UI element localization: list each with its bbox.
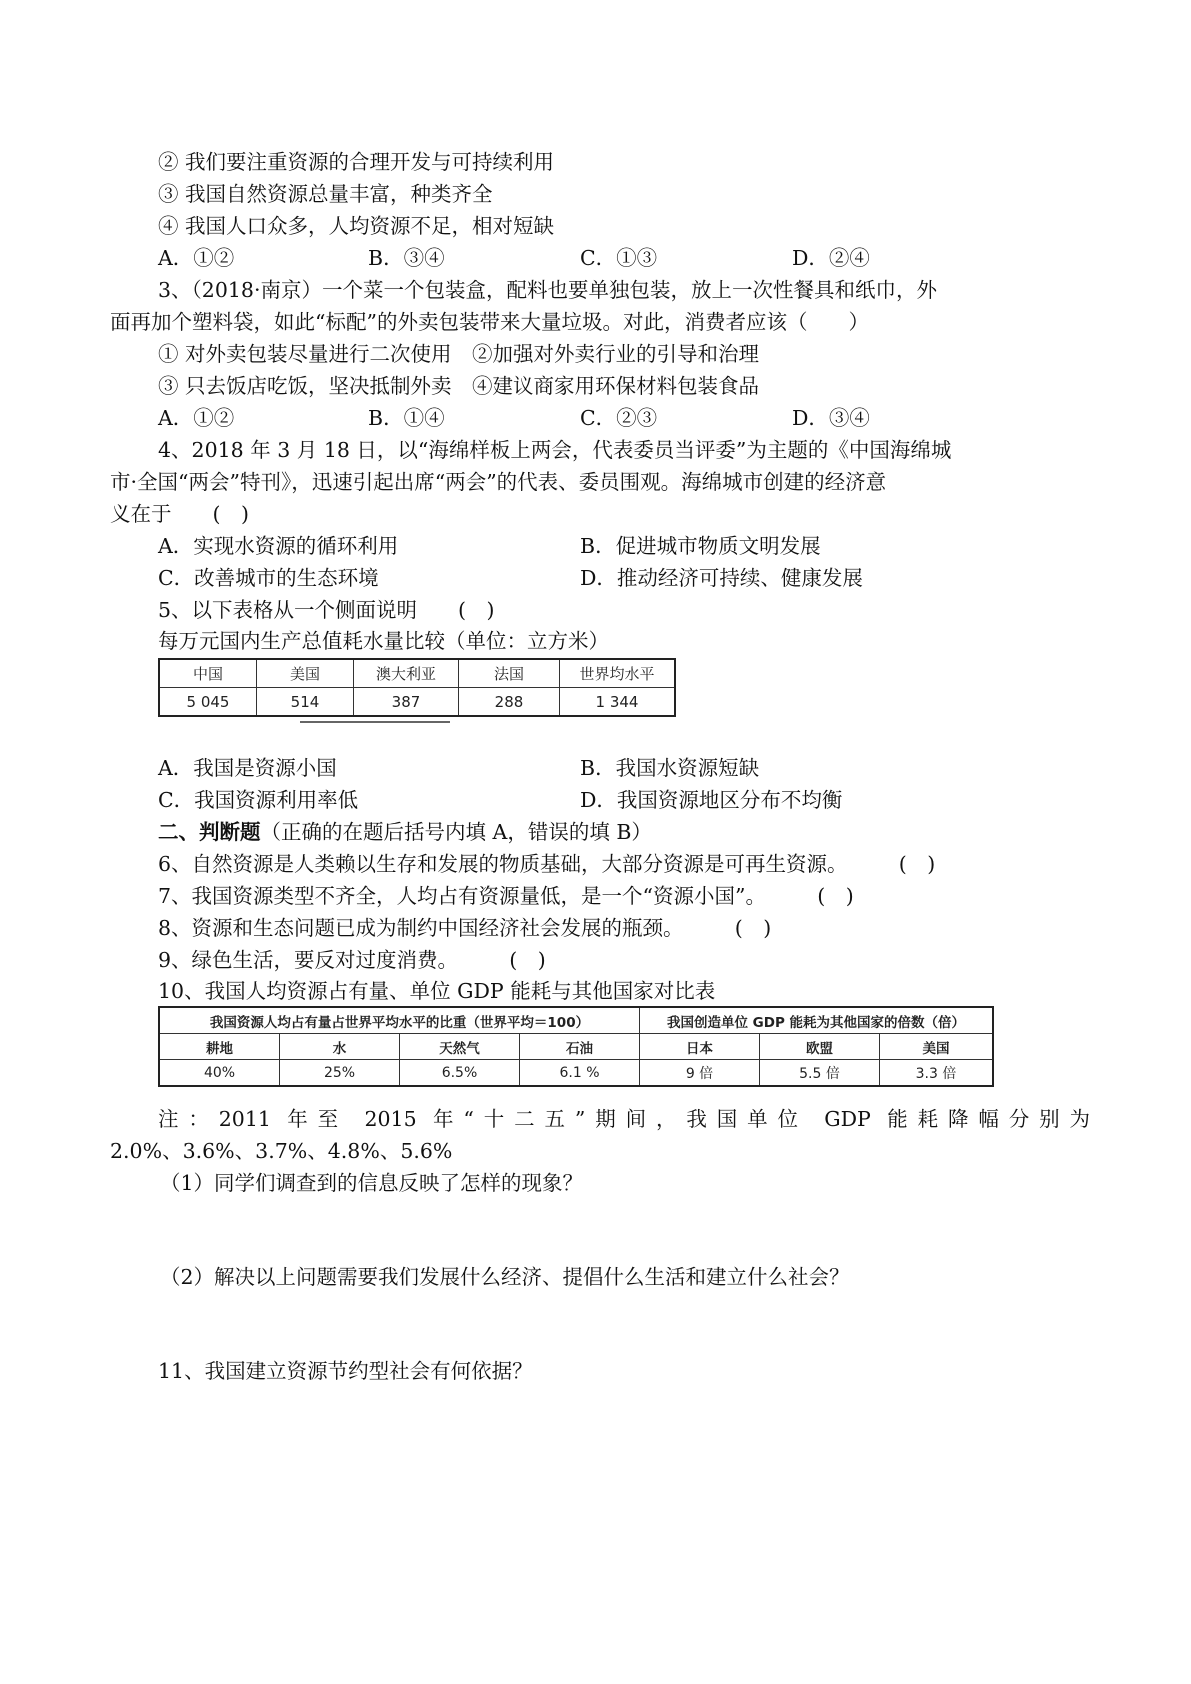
q2-option-d: D．②④ [792, 246, 870, 270]
q3-items-line1: ① 对外卖包装尽量进行二次使用 ②加强对外卖行业的引导和治理 [158, 342, 760, 366]
q2-option-a: A．①② [158, 246, 235, 270]
table-cell: 40% [159, 1060, 280, 1087]
table-cell: 387 [354, 688, 459, 717]
table-cell: 3.3 倍 [880, 1060, 994, 1087]
q5-table-title: 每万元国内生产总值耗水量比较（单位：立方米） [158, 629, 609, 653]
table-header-cell: 水 [280, 1034, 400, 1060]
table-header-cell: 美国 [257, 659, 354, 688]
table-cell: 288 [459, 688, 560, 717]
table-header-cell: 世界均水平 [560, 659, 676, 688]
q4-option-a: A．实现水资源的循环利用 [158, 534, 399, 558]
water-consumption-table [158, 658, 676, 717]
judgment-7: 7、我国资源类型不齐全，人均占有资源量低，是一个“资源小国”。 ( ) [158, 884, 854, 908]
scan-divider [300, 721, 450, 723]
q10-subquestion-2: （2）解决以上问题需要我们发展什么经济、提倡什么生活和建立什么社会？ [160, 1265, 850, 1289]
q5-option-b: B．我国水资源短缺 [580, 756, 760, 780]
table-row [159, 1060, 993, 1087]
table-cell: 9 倍 [640, 1060, 760, 1087]
q4-option-d: D．推动经济可持续、健康发展 [580, 566, 863, 590]
q3-option-d: D．③④ [792, 406, 870, 430]
table-cell: 1 344 [560, 688, 676, 717]
table-group-header: 我国创造单位 GDP 能耗为其他国家的倍数（倍） [640, 1007, 994, 1034]
q4-option-c: C．改善城市的生态环境 [158, 566, 379, 590]
table-header-cell: 美国 [880, 1034, 994, 1060]
statement-3: ③ 我国自然资源总量丰富，种类齐全 [158, 182, 493, 206]
q5-option-c: C．我国资源利用率低 [158, 788, 359, 812]
q4-option-b: B．促进城市物质文明发展 [580, 534, 821, 558]
section-title: 二、判断题 [158, 820, 261, 844]
section-instruction: （正确的在题后括号内填 A，错误的填 B） [260, 820, 652, 844]
q5-option-a: A．我国是资源小国 [158, 756, 337, 780]
table-header-cell: 中国 [159, 659, 257, 688]
resource-comparison-table [158, 1006, 994, 1087]
q4-stem-line3: 义在于 ( ) [110, 502, 249, 526]
table-cell: 6.1 % [520, 1060, 640, 1087]
q5-stem: 5、以下表格从一个侧面说明 ( ) [158, 598, 495, 622]
q10-subquestion-1: （1）同学们调查到的信息反映了怎样的现象？ [160, 1171, 584, 1195]
table-cell: 25% [280, 1060, 400, 1087]
q4-stem-line2: 市·全国“两会”特刊》，迅速引起出席“两会”的代表、委员围观。海绵城市创建的经济意 [110, 470, 887, 494]
judgment-9: 9、绿色生活，要反对过度消费。 ( ) [158, 948, 546, 972]
table-header-row [159, 1034, 993, 1060]
q10-note-line1: 注：2011 年至 2015 年“十二五”期间，我国单位 GDP 能耗降幅分别为 [158, 1107, 1090, 1131]
table-cell: 6.5% [400, 1060, 520, 1087]
judgment-8: 8、资源和生态问题已成为制约中国经济社会发展的瓶颈。 ( ) [158, 916, 772, 940]
q3-option-b: B．①④ [368, 406, 445, 430]
table-header-cell: 石油 [520, 1034, 640, 1060]
table-group-header: 我国资源人均占有量占世界平均水平的比重（世界平均＝100） [159, 1007, 640, 1034]
statement-4: ④ 我国人口众多，人均资源不足，相对短缺 [158, 214, 555, 238]
table-cell: 5 045 [159, 688, 257, 717]
table-header-cell: 法国 [459, 659, 560, 688]
table-cell: 5.5 倍 [760, 1060, 880, 1087]
statement-2: ② 我们要注重资源的合理开发与可持续利用 [158, 150, 555, 174]
table-header-cell: 日本 [640, 1034, 760, 1060]
q3-items-line2: ③ 只去饭店吃饭，坚决抵制外卖 ④建议商家用环保材料包装食品 [158, 374, 760, 398]
q3-option-a: A．①② [158, 406, 235, 430]
q2-option-c: C．①③ [580, 246, 658, 270]
q2-option-b: B．③④ [368, 246, 445, 270]
table-group-header-row [159, 1007, 993, 1034]
q3-stem-line2: 面再加个塑料袋，如此“标配”的外卖包装带来大量垃圾。对此，消费者应该（ ） [110, 310, 869, 334]
table-cell: 514 [257, 688, 354, 717]
judgment-6: 6、自然资源是人类赖以生存和发展的物质基础，大部分资源是可再生资源。 ( ) [158, 852, 936, 876]
q3-option-c: C．②③ [580, 406, 658, 430]
q3-stem-line1: 3、（2018·南京）一个菜一个包装盒，配料也要单独包装，放上一次性餐具和纸巾，外 [158, 278, 937, 302]
q10-title: 10、我国人均资源占有量、单位 GDP 能耗与其他国家对比表 [158, 979, 716, 1003]
table-header-cell: 耕地 [159, 1034, 280, 1060]
table-header-row [159, 659, 675, 688]
q10-note-line2: 2.0%、3.6%、3.7%、4.8%、5.6% [110, 1139, 453, 1163]
table-header-cell: 澳大利亚 [354, 659, 459, 688]
table-header-cell: 天然气 [400, 1034, 520, 1060]
table-header-cell: 欧盟 [760, 1034, 880, 1060]
q4-stem-line1: 4、2018 年 3 月 18 日，以“海绵样板上两会，代表委员当评委”为主题的《中国海绵城 [158, 438, 952, 462]
q11-question: 11、我国建立资源节约型社会有何依据？ [158, 1359, 533, 1383]
table-row [159, 688, 675, 717]
q5-option-d: D．我国资源地区分布不均衡 [580, 788, 843, 812]
section-heading [158, 817, 652, 847]
